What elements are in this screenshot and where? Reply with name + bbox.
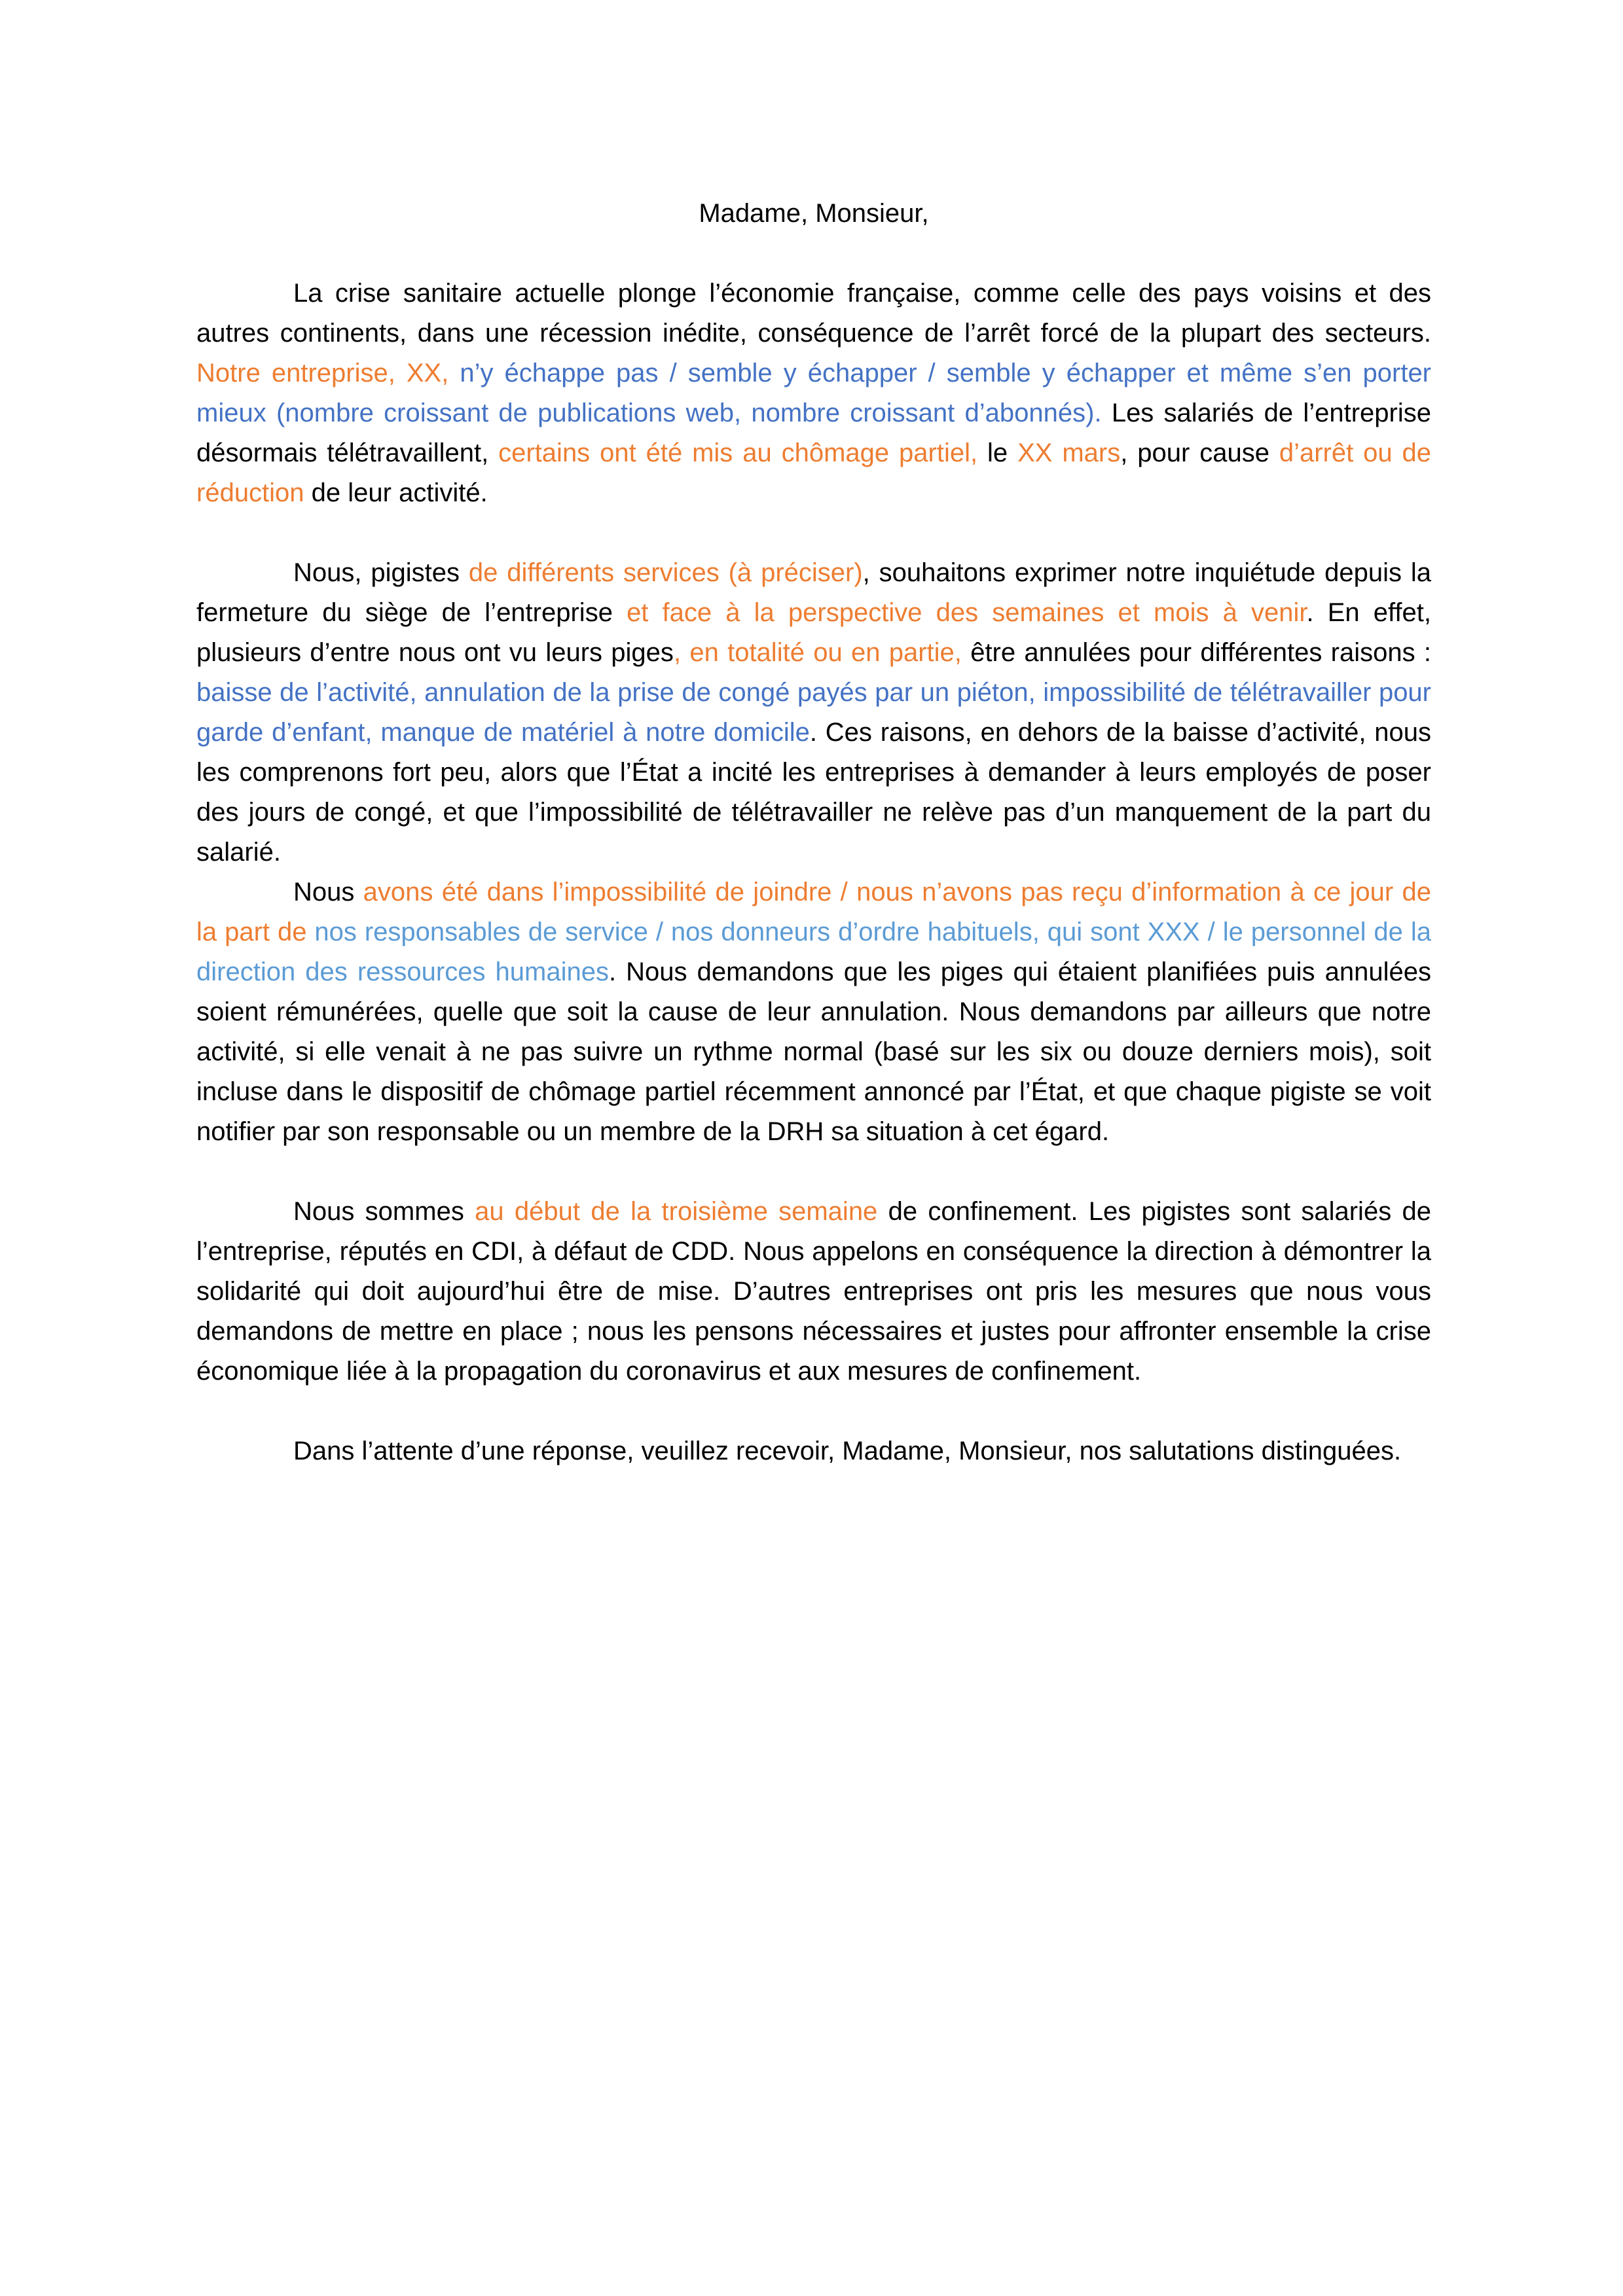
- text-segment: , souhaitons exprimer notre inquiétude depuis la fermeture du siège de l’entreprise: [196, 558, 1432, 627]
- salutation: Madame, Monsieur,: [699, 199, 929, 228]
- option-segment: baisse de l’activité, annulation de la prise de congé payés par un piéton, impossibilité de télétravailler pour garde d’enfant, manque de matériel à notre domicile: [196, 678, 1431, 747]
- text-segment: de leur activité.: [304, 478, 488, 507]
- paragraph-closing: [196, 1431, 1431, 1471]
- text-segment: Nous: [293, 878, 363, 906]
- placeholder-segment: Notre entreprise, XX,: [196, 359, 460, 387]
- text-segment: , pour cause: [1120, 439, 1279, 467]
- placeholder-segment: avons été dans l’impossibilité de joindre / nous n’avons pas reçu d’information à ce jour de la part de: [196, 878, 1431, 946]
- text-segment: . Nous demandons que les piges qui étaient planifiées puis annulées soient rémunérées, quelle que soit la cause de leur annulation. Nous demandons par ailleurs que notre activité, si elle venait à ne pas suivre un rythme normal (basé sur les six ou douze derniers mois), soit incluse dans le dispositif de chômage partiel récemment annoncé par l’État, et que chaque pigiste se voit notifier par son responsable ou un membre de la DRH sa situation à cet égard.: [196, 958, 1431, 1146]
- placeholder-segment: au début de la troisième semaine: [475, 1197, 878, 1226]
- text-segment: Nous sommes: [293, 1197, 475, 1226]
- text-segment: Nous, pigistes: [293, 558, 469, 587]
- placeholder-segment: , en totalité ou en partie,: [673, 638, 962, 667]
- text-segment: Les salariés de l’entreprise désormais télétravaillent,: [196, 399, 1431, 467]
- text-segment: être annulées pour différentes raisons :: [961, 638, 1432, 667]
- option-segment: n’y échappe pas / semble y échapper / semble y échapper et même s’en porter mieux (nombre croissant de publications web, nombre croissant d’abonnés).: [196, 359, 1432, 427]
- text-segment: La crise sanitaire actuelle plonge l’économie française, comme celle des pays voisins et des autres continents, dans une récession inédite, conséquence de l’arrêt forcé de la plupart des secteurs.: [196, 279, 1431, 348]
- placeholder-segment: et face à la perspective des semaines et mois à venir: [627, 598, 1307, 627]
- placeholder-segment: XX mars: [1017, 439, 1121, 467]
- text-segment: . En effet, plusieurs d’entre nous ont vu leurs piges: [196, 598, 1431, 667]
- paragraph-concern: [196, 553, 1431, 872]
- placeholder-segment: certains ont été mis au chômage partiel,: [498, 439, 978, 467]
- text-segment: Dans l’attente d’une réponse, veuillez recevoir, Madame, Monsieur, nos salutations distinguées.: [293, 1437, 1402, 1465]
- text-segment: . Ces raisons, en dehors de la baisse d’activité, nous les comprenons fort peu, alors que l’État a incité les entreprises à demander à leurs employés de poser des jours de congé, et que l’impossibilité de télétravailler ne relève pas d’un manquement de la part du salarié.: [196, 718, 1431, 867]
- paragraph-solidarity: [196, 1192, 1431, 1391]
- placeholder-segment: d’arrêt ou de réduction: [196, 439, 1432, 507]
- text-segment: le: [977, 439, 1018, 467]
- placeholder-segment: de différents services (à préciser): [468, 558, 863, 587]
- letter-body: [196, 194, 1431, 1471]
- text-segment: de confinement. Les pigistes sont salariés de l’entreprise, réputés en CDI, à défaut de CDD. Nous appelons en conséquence la direction à démontrer la solidarité qui doit aujourd’hui être de mise. D’autres entreprises ont pris les mesures que nous vous demandons de mettre en place ; nous les pensons nécessaires et justes pour affronter ensemble la crise économique liée à la propagation du coronavirus et aux mesures de confinement.: [196, 1197, 1431, 1386]
- paragraph-demands: [196, 872, 1431, 1152]
- option-segment: nos responsables de service / nos donneurs d’ordre habituels, qui sont XXX / le personnel de la direction des ressources humaines: [196, 918, 1432, 986]
- paragraph-context: [196, 274, 1431, 513]
